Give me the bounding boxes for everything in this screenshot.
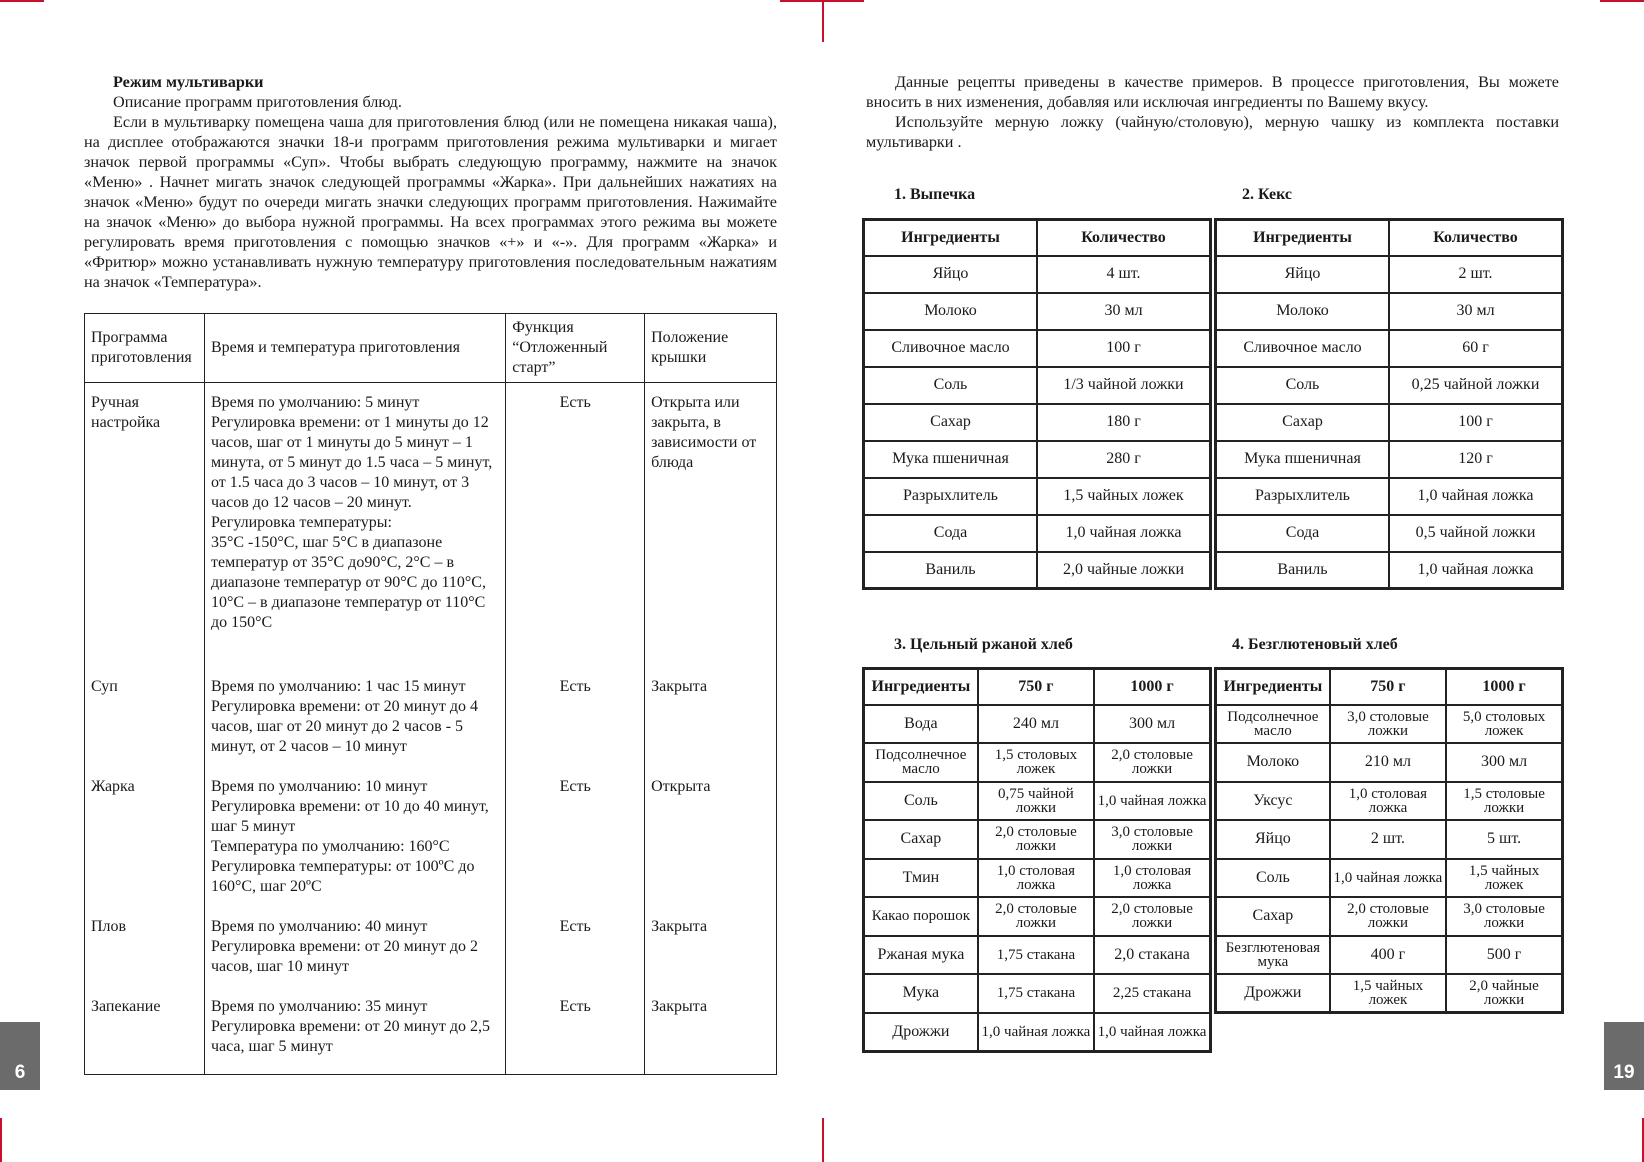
recipe-table-gluten-free-bread	[1214, 667, 1564, 1014]
ingredient-amount: 60 г	[1389, 330, 1563, 367]
recipe-title: 1. Выпечка	[894, 186, 976, 203]
table-row	[85, 383, 777, 663]
table-header-row	[1216, 220, 1563, 256]
table-row	[1216, 974, 1563, 1013]
ingredient-amount: 2 шт.	[1389, 256, 1563, 293]
ingredient-name: Ваниль	[1216, 552, 1389, 589]
ingredient-amount: 1,5 чайных ложек	[1446, 859, 1562, 898]
ingredient-amount: 0,25 чайной ложки	[1389, 367, 1563, 404]
table-header: Количество	[1037, 220, 1211, 256]
program-name: Запекание	[85, 983, 205, 1075]
delay-start: Есть	[506, 383, 645, 663]
program-details: Время по умолчанию: 35 минут Регулировка времени: от 20 минут до 2,5 часа, шаг 5 минут	[204, 983, 505, 1075]
recipe-table-rye-bread	[862, 667, 1212, 1053]
ingredient-amount: 100 г	[1037, 330, 1211, 367]
table-row	[1216, 820, 1563, 859]
ingredient-amount: 2,0 столовые ложки	[1094, 897, 1210, 936]
ingredient-name: Безглютеновая мука	[1216, 936, 1330, 975]
table-row	[864, 552, 1211, 589]
ingredient-amount: 240 мл	[978, 705, 1094, 744]
ingredient-name: Соль	[864, 367, 1037, 404]
page-number-left: 6	[0, 1022, 40, 1090]
ingredient-amount: 2,0 столовые ложки	[1330, 897, 1446, 936]
table-row	[1216, 256, 1563, 293]
program-name: Жарка	[85, 763, 205, 903]
page-number-right: 19	[1604, 1022, 1644, 1090]
ingredient-name: Молоко	[864, 293, 1037, 330]
table-row	[1216, 441, 1563, 478]
table-row	[864, 974, 1211, 1013]
ingredient-name: Подсолнечное масло	[864, 743, 978, 782]
table-header-row	[864, 220, 1211, 256]
intro-paragraph: Данные рецепты приведены в качестве примеров. В процессе приготовления, Вы можете вносить в них изменения, добавляя или исключая ингредиенты по Вашему вкусу.	[866, 73, 1559, 111]
recipe-title: 3. Цельный ржаной хлеб	[894, 636, 1073, 653]
table-row	[1216, 404, 1563, 441]
table-header: Время и температура приготовления	[204, 314, 505, 383]
ingredient-amount: 2 шт.	[1330, 820, 1446, 859]
table-row	[1216, 743, 1563, 782]
ingredient-name: Молоко	[1216, 293, 1389, 330]
table-header: Ингредиенты	[864, 220, 1037, 256]
ingredient-name: Разрыхлитель	[1216, 478, 1389, 515]
ingredient-amount: 1,0 чайная ложка	[978, 1013, 1094, 1052]
program-details: Время по умолчанию: 5 минут Регулировка времени: от 1 минуты до 12 часов, шаг от 1 минуты до 5 минут – 1 минута, от 5 минут до 1.5 часа – 5 минут, от 1.5 часа до 3 часов – 10 минут, от 3 часов до 12 часов – 20 минут. Регулировка температуры: 35°С -150°С, шаг 5°С в диапазоне температур от 35°С до90°С, 2°С – в диапазоне температур от 90°С до 110°С, 10°С – в диапазоне температур от 110°С до 150°С	[204, 383, 505, 663]
table-row	[864, 859, 1211, 898]
ingredient-amount: 100 г	[1389, 404, 1563, 441]
table-row	[1216, 859, 1563, 898]
program-name: Суп	[85, 663, 205, 763]
program-details: Время по умолчанию: 10 минут Регулировка времени: от 10 до 40 минут, шаг 5 минут Температура по умолчанию: 160°С Регулировка температуры: от 100ºС до 160°С, шаг 20ºС	[204, 763, 505, 903]
table-row	[864, 478, 1211, 515]
table-header: Количество	[1389, 220, 1563, 256]
ingredient-name: Мука пшеничная	[1216, 441, 1389, 478]
table-header: 750 г	[978, 669, 1094, 705]
table-row	[1216, 367, 1563, 404]
ingredient-amount: 1,0 чайная ложка	[1094, 782, 1210, 821]
table-row	[864, 820, 1211, 859]
table-row	[1216, 515, 1563, 552]
delay-start: Есть	[506, 983, 645, 1075]
table-row	[864, 515, 1211, 552]
ingredient-amount: 5 шт.	[1446, 820, 1562, 859]
table-header: 750 г	[1330, 669, 1446, 705]
ingredient-name: Подсолнечное масло	[1216, 705, 1330, 744]
ingredient-name: Мука	[864, 974, 978, 1013]
table-header: Ингредиенты	[864, 669, 978, 705]
ingredient-name: Ржаная мука	[864, 936, 978, 975]
table-row	[85, 663, 777, 763]
ingredient-amount: 5,0 столовых ложек	[1446, 705, 1562, 744]
ingredient-name: Дрожжи	[864, 1013, 978, 1052]
lid-position: Закрыта	[645, 983, 777, 1075]
section-subheading: Описание программ приготовления блюд.	[113, 93, 402, 111]
ingredient-amount: 280 г	[1037, 441, 1211, 478]
ingredient-name: Соль	[1216, 367, 1389, 404]
table-row	[1216, 552, 1563, 589]
ingredient-amount: 1,0 столовая ложка	[978, 859, 1094, 898]
ingredient-amount: 1,0 чайная ложка	[1389, 478, 1563, 515]
table-header: Программа приготовления	[85, 314, 205, 383]
ingredient-amount: 1,0 чайная ложка	[1094, 1013, 1210, 1052]
ingredient-name: Яйцо	[1216, 256, 1389, 293]
delay-start: Есть	[506, 663, 645, 763]
table-header-row	[1216, 669, 1563, 705]
table-row	[864, 936, 1211, 975]
recipe-table-vypechka	[862, 218, 1212, 590]
ingredient-amount: 4 шт.	[1037, 256, 1211, 293]
table-row	[1216, 897, 1563, 936]
ingredient-name: Соль	[864, 782, 978, 821]
ingredient-name: Сода	[864, 515, 1037, 552]
ingredient-amount: 400 г	[1330, 936, 1446, 975]
table-row	[864, 705, 1211, 744]
recipe-table-keks	[1214, 218, 1564, 590]
ingredient-amount: 2,0 столовые ложки	[978, 820, 1094, 859]
ingredient-amount: 1/3 чайной ложки	[1037, 367, 1211, 404]
table-row	[1216, 330, 1563, 367]
ingredient-name: Соль	[1216, 859, 1330, 898]
section-heading: Режим мультиварки	[113, 73, 264, 91]
ingredient-amount: 0,75 чайной ложки	[978, 782, 1094, 821]
ingredient-amount: 1,5 столовых ложек	[978, 743, 1094, 782]
table-row	[864, 256, 1211, 293]
ingredient-amount: 3,0 столовые ложки	[1330, 705, 1446, 744]
ingredient-amount: 3,0 столовые ложки	[1094, 820, 1210, 859]
ingredient-name: Яйцо	[1216, 820, 1330, 859]
ingredient-amount: 30 мл	[1037, 293, 1211, 330]
ingredient-name: Сахар	[1216, 897, 1330, 936]
ingredient-amount: 300 мл	[1094, 705, 1210, 744]
left-intro	[84, 72, 777, 292]
table-header-row	[864, 669, 1211, 705]
ingredient-amount: 0,5 чайной ложки	[1389, 515, 1563, 552]
ingredient-amount: 210 мл	[1330, 743, 1446, 782]
ingredient-amount: 1,0 чайная ложка	[1037, 515, 1211, 552]
table-header: Ингредиенты	[1216, 669, 1330, 705]
table-header: Функция “Отложенный старт”	[506, 314, 645, 383]
table-header: Ингредиенты	[1216, 220, 1389, 256]
ingredient-name: Сода	[1216, 515, 1389, 552]
ingredient-name: Дрожжи	[1216, 974, 1330, 1013]
table-row	[1216, 293, 1563, 330]
ingredient-amount: 120 г	[1389, 441, 1563, 478]
table-row	[864, 367, 1211, 404]
ingredient-name: Яйцо	[864, 256, 1037, 293]
table-header: 1000 г	[1094, 669, 1210, 705]
program-name: Плов	[85, 903, 205, 983]
ingredient-amount: 1,0 столовая ложка	[1094, 859, 1210, 898]
ingredient-name: Сахар	[864, 404, 1037, 441]
ingredient-amount: 1,0 столовая ложка	[1330, 782, 1446, 821]
program-details: Время по умолчанию: 1 час 15 минут Регулировка времени: от 20 минут до 4 часов, шаг от 20 минут до 2 часов - 5 минут, от 2 часов – 10 минут	[204, 663, 505, 763]
lid-position: Открыта или закрыта, в зависимости от блюда	[645, 383, 777, 663]
ingredient-name: Молоко	[1216, 743, 1330, 782]
delay-start: Есть	[506, 763, 645, 903]
ingredient-amount: 3,0 столовые ложки	[1446, 897, 1562, 936]
ingredient-amount: 2,25 стакана	[1094, 974, 1210, 1013]
lid-position: Закрыта	[645, 663, 777, 763]
ingredient-name: Разрыхлитель	[864, 478, 1037, 515]
table-row	[85, 983, 777, 1075]
ingredient-name: Сливочное масло	[1216, 330, 1389, 367]
table-row	[864, 404, 1211, 441]
table-row	[864, 743, 1211, 782]
table-row	[85, 763, 777, 903]
ingredient-amount: 2,0 столовые ложки	[1094, 743, 1210, 782]
ingredient-name: Ваниль	[864, 552, 1037, 589]
table-header: 1000 г	[1446, 669, 1562, 705]
table-header: Положение крышки	[645, 314, 777, 383]
ingredient-amount: 2,0 чайные ложки	[1446, 974, 1562, 1013]
table-row	[864, 330, 1211, 367]
recipe-title: 2. Кекс	[1242, 186, 1293, 203]
ingredient-amount: 2,0 стакана	[1094, 936, 1210, 975]
table-row	[85, 903, 777, 983]
ingredient-amount: 30 мл	[1389, 293, 1563, 330]
programs-table	[84, 313, 777, 1075]
ingredient-amount: 1,75 стакана	[978, 974, 1094, 1013]
table-row	[1216, 782, 1563, 821]
table-row	[1216, 478, 1563, 515]
ingredient-amount: 180 г	[1037, 404, 1211, 441]
table-row	[864, 293, 1211, 330]
ingredient-name: Сливочное масло	[864, 330, 1037, 367]
table-row	[864, 782, 1211, 821]
ingredient-amount: 1,75 стакана	[978, 936, 1094, 975]
ingredient-amount: 1,0 чайная ложка	[1389, 552, 1563, 589]
table-row	[1216, 705, 1563, 744]
delay-start: Есть	[506, 903, 645, 983]
lid-position: Открыта	[645, 763, 777, 903]
ingredient-amount: 2,0 столовые ложки	[978, 897, 1094, 936]
ingredient-name: Мука пшеничная	[864, 441, 1037, 478]
table-row	[864, 441, 1211, 478]
ingredient-amount: 1,0 чайная ложка	[1330, 859, 1446, 898]
ingredient-name: Вода	[864, 705, 978, 744]
ingredient-name: Тмин	[864, 859, 978, 898]
intro-paragraph: Используйте мерную ложку (чайную/столовую), мерную чашку из комплекта поставки мультиварки .	[866, 113, 1559, 151]
lid-position: Закрыта	[645, 903, 777, 983]
ingredient-name: Какао порошок	[864, 897, 978, 936]
ingredient-name: Сахар	[864, 820, 978, 859]
ingredient-amount: 500 г	[1446, 936, 1562, 975]
ingredient-amount: 1,5 чайных ложек	[1330, 974, 1446, 1013]
right-page	[822, 0, 1644, 1162]
ingredient-name: Сахар	[1216, 404, 1389, 441]
table-row	[864, 897, 1211, 936]
ingredient-amount: 2,0 чайные ложки	[1037, 552, 1211, 589]
right-intro	[866, 72, 1559, 152]
program-name: Ручная настройка	[85, 383, 205, 663]
ingredient-name: Уксус	[1216, 782, 1330, 821]
ingredient-amount: 1,5 столовые ложки	[1446, 782, 1562, 821]
section-paragraph: Если в мультиварку помещена чаша для приготовления блюд (или не помещена никакая чаша), на дисплее отображаются значки 18-и программ приготовления режима мультиварки и мигает значок первой программы «Суп». Чтобы выбрать следующую программу, нажмите на значок «Меню» . Начнет мигать значок следующей программы «Жарка». При дальнейших нажатиях на значок «Меню» будут по очереди мигать значки следующих программ приготовления. Нажимайте на значок «Меню» до выбора нужной программы. На всех программах этого режима вы можете регулировать время приготовления с помощью значков «+» и «-». Для программ «Жарка» и «Фритюр» можно устанавливать нужную температуру приготовления последовательным нажатиям на значок «Температура».	[84, 113, 777, 291]
program-details: Время по умолчанию: 40 минут Регулировка времени: от 20 минут до 2 часов, шаг 10 минут	[204, 903, 505, 983]
ingredient-amount: 300 мл	[1446, 743, 1562, 782]
table-row	[1216, 936, 1563, 975]
table-row	[864, 1013, 1211, 1052]
recipe-title: 4. Безглютеновый хлеб	[1232, 636, 1398, 653]
ingredient-amount: 1,5 чайных ложек	[1037, 478, 1211, 515]
